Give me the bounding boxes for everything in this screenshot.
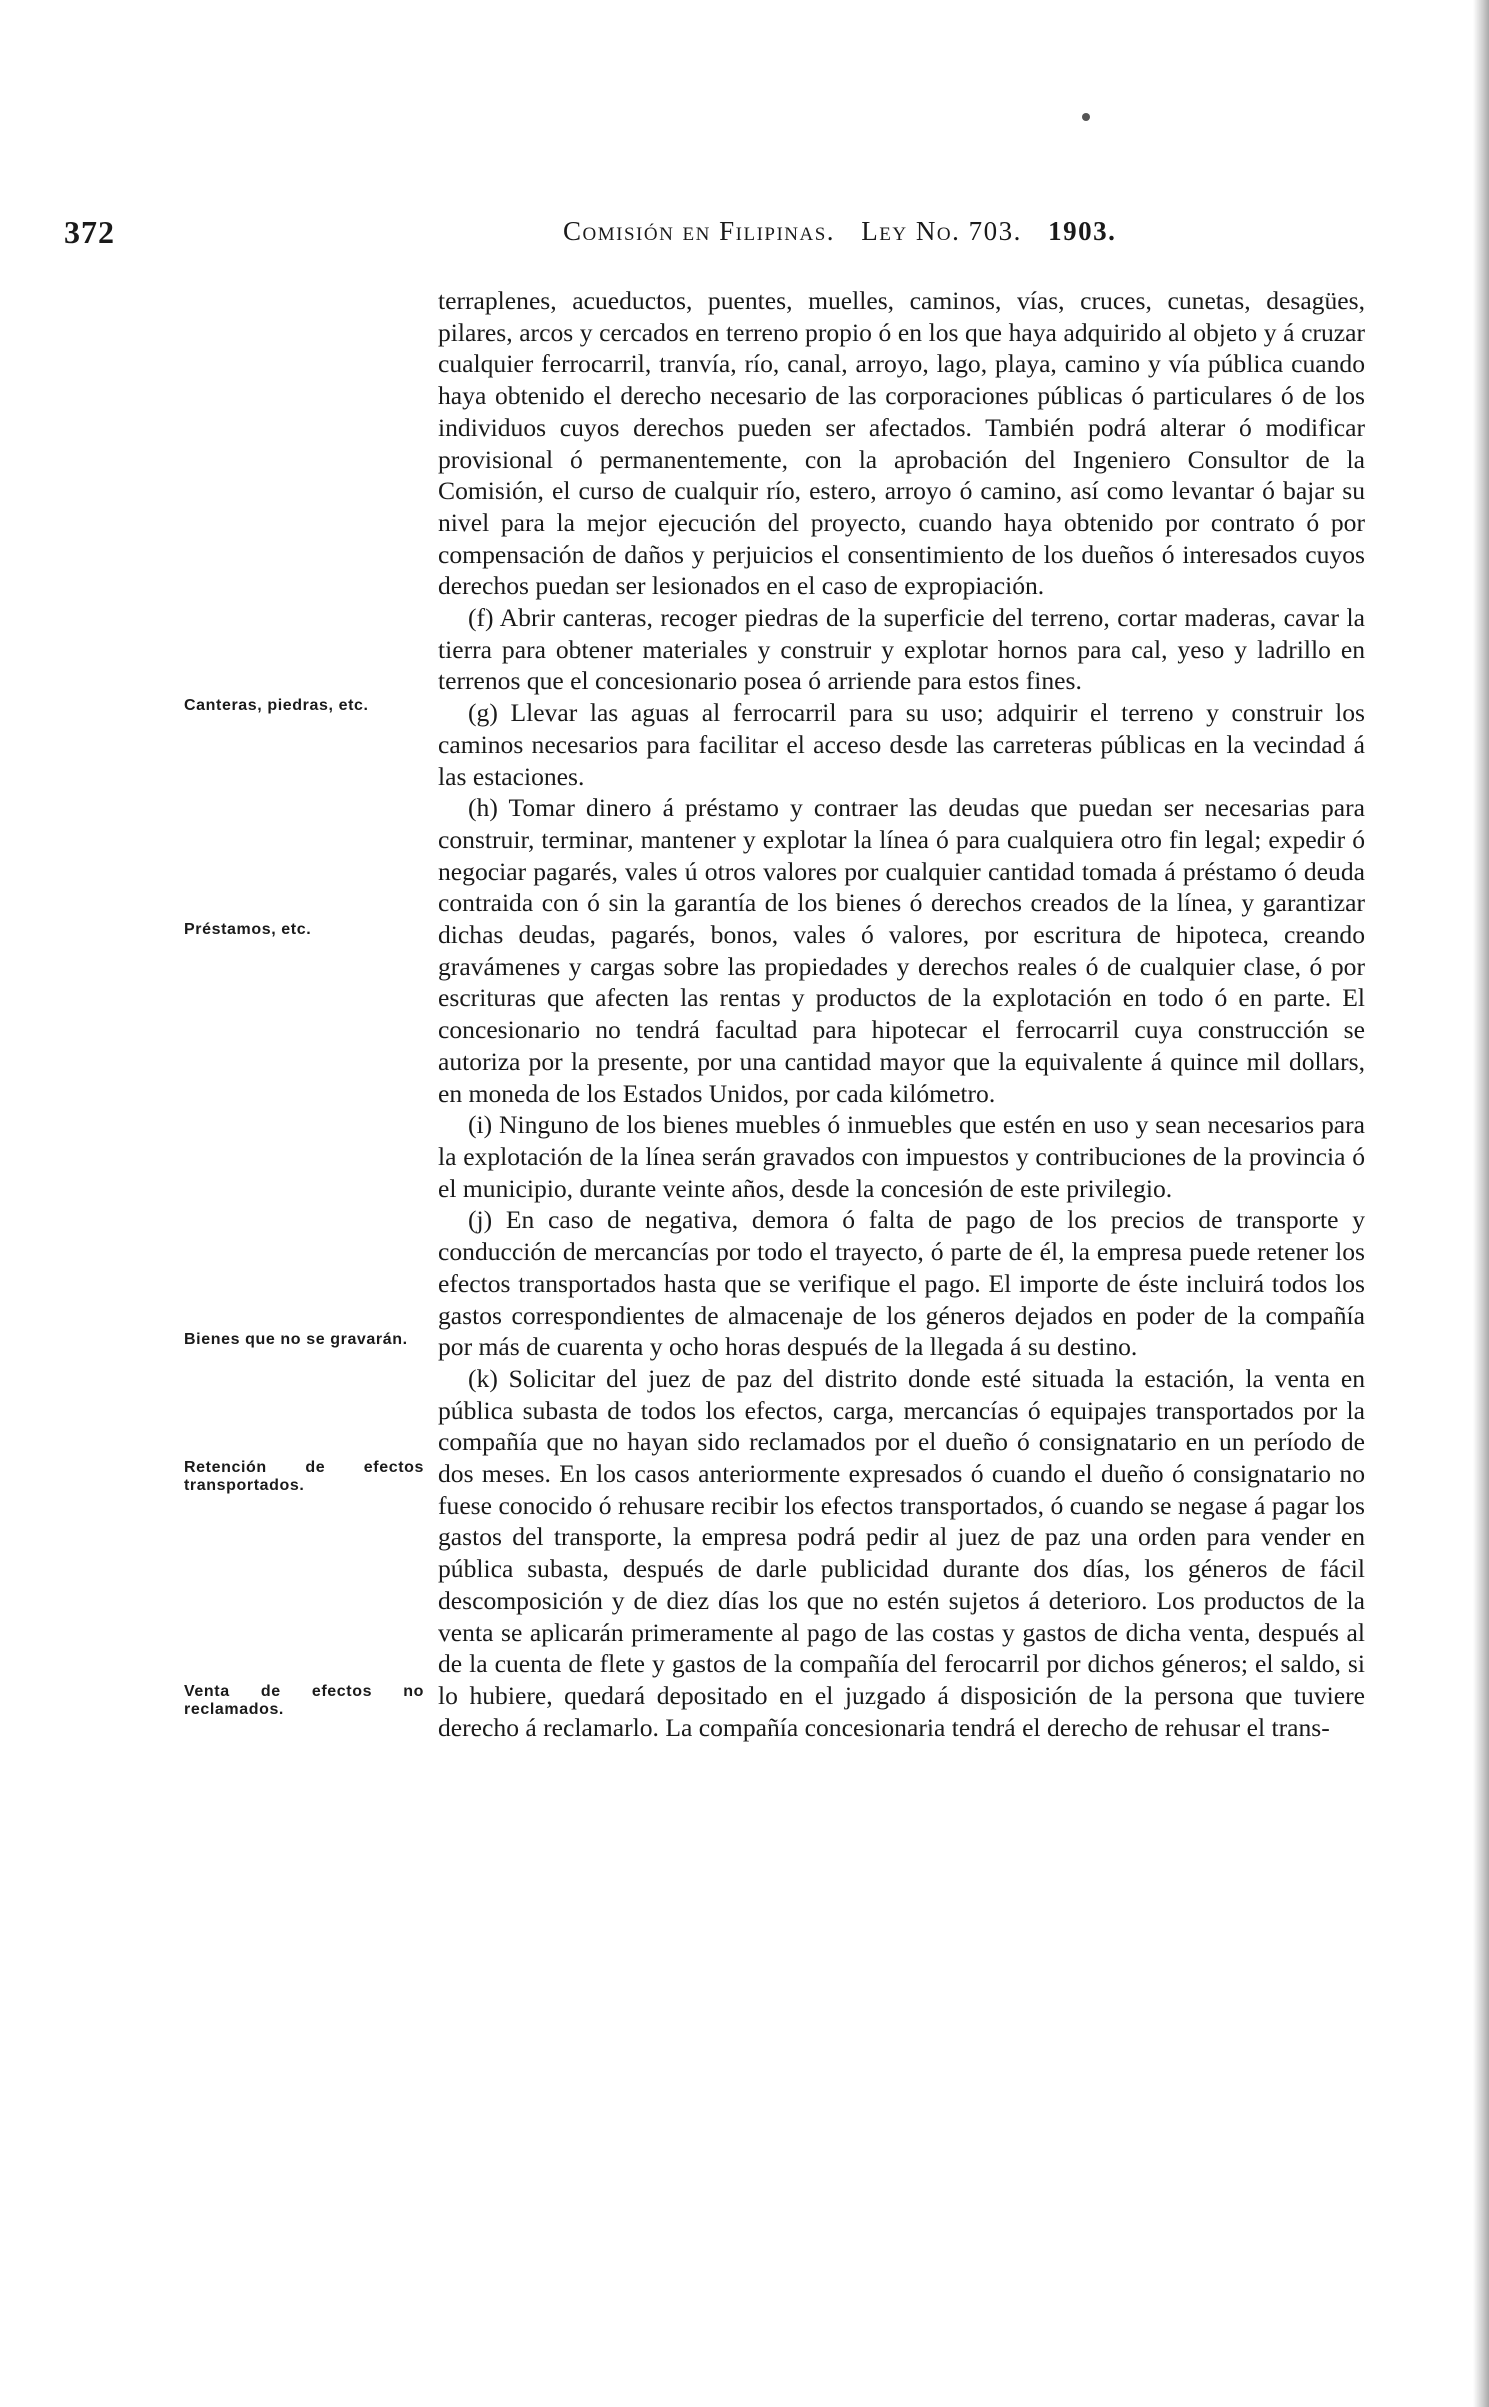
sidenote-retencion: Retención de efectos transportados. <box>184 1459 424 1494</box>
paragraph-continuation: terraplenes, acueductos, puentes, muelles, caminos, vías, cruces, cunetas, desagües, pilares, arcos y cercados en terreno propio ó en los que haya adquirido al objeto y á cruzar cualquier ferrocarril, tranvía, río, canal, arroyo, lago, playa, camino y vía pública cuando haya obtenido el derecho necesario de las corporaciones públicas ó particulares ó de los individuos cuyos derechos pueden ser afectados. También podrá alterar ó modificar provisional ó permanentemente, con la aprobación del Ingeniero Consultor de la Comisión, el curso de cualquir río, estero, arroyo ó camino, así como levantar ó bajar su nivel para la mejor ejecución del proyecto, cuando haya obtenido por contrato ó por compensación de daños y perjuicios el consentimiento de los dueños ó interesados cuyos derechos puedan ser lesionados en el caso de expropiación. <box>438 286 1365 601</box>
running-head-publication: Comisión en Filipinas. <box>563 216 836 246</box>
page-number: 372 <box>64 214 115 250</box>
paragraph-g: (g) Llevar las aguas al ferrocarril para su uso; adquirir el terreno y construir los caminos necesarios para facilitar el acceso desde las carreteras públicas en la vecindad á las estaciones. <box>438 698 1365 791</box>
running-head-year: 1903. <box>1048 216 1117 246</box>
body-text <box>438 285 1365 1743</box>
paragraph-h: (h) Tomar dinero á préstamo y contraer las deudas que puedan ser necesarias para construir, terminar, mantener y explotar la línea ó para cualquiera otro fin legal; expedir ó negociar pagarés, vales ú otros valores por cualquier cantidad tomada á préstamo ó deuda contraida con ó sin la garantía de los bienes ó derechos creados de la línea, y garantizar dichas deudas, pagarés, bonos, vales ó valores, por escritura de hipoteca, creando gravámenes y cargas sobre las propiedades y derechos reales ó de cualquier clase, ó por escrituras que afecten las rentas y productos de la explotación en todo ó en parte. El concesionario no tendrá facultad para hipotecar el ferrocarril cuya construcción se autoriza por la presente, por una cantidad mayor que la equivalente á quince mil dollars, en moneda de los Estados Unidos, por cada kilómetro. <box>438 793 1365 1108</box>
paragraph-f: (f) Abrir canteras, recoger piedras de la superficie del terreno, cortar maderas, cavar la tierra para obtener materiales y construir y explotar hornos para cal, yeso y ladrillo en terrenos que el concesionario posea ó arriende para estos fines. <box>438 603 1365 696</box>
sidenote-canteras: Canteras, piedras, etc. <box>184 697 369 714</box>
paragraph-k: (k) Solicitar del juez de paz del distrito donde esté situada la estación, la venta en pública subasta de todos los efectos, carga, mercancías ó equipajes transportados por la compañía que no hayan sido reclamados por el dueño ó consignatario en un período de dos meses. En los casos anteriormente expresados ó cuando el dueño ó consignatario no fuese conocido ó rehusare recibir los efectos transportados, ó cuando se negase á pagar los gastos del transporte, la empresa podrá pedir al juez de paz una orden para vender en pública subasta, después de darle publicidad durante dos días, los géneros de fácil descomposición y de diez días los que no estén sujetos á deterioro. Los productos de la venta se aplicarán primeramente al pago de las costas y gastos de dicha venta, después al de la cuenta de flete y gastos de la compañía del ferocarril por dichos géneros; el saldo, si lo hubiere, quedará depositado en el juzgado á disposición de la persona que tuviere derecho á reclamarlo. La compañía concesionaria tendrá el derecho de rehusar el trans- <box>438 1363 1365 1742</box>
sidenote-bienes: Bienes que no se gravarán. <box>184 1331 408 1348</box>
scan-page-edge <box>1473 0 1489 2407</box>
ink-speck <box>1082 113 1090 121</box>
sidenote-prestamos: Préstamos, etc. <box>184 921 312 938</box>
paragraph-j: (j) En caso de negativa, demora ó falta de pago de los precios de transporte y conducción de mercancías por todo el trayecto, ó parte de él, la empresa puede retener los efectos transportados hasta que se verifique el pago. El importe de éste incluirá todos los gastos correspondientes de almacenaje de los géneros dejados en poder de la compañía por más de cuarenta y ocho horas después de la llegada á su destino. <box>438 1205 1365 1362</box>
paragraph-i: (i) Ninguno de los bienes muebles ó inmuebles que estén en uso y sean necesarios para la explotación de la línea serán gravados con impuestos y contribuciones de la provincia ó el municipio, durante veinte años, desde la concesión de este privilegio. <box>438 1110 1365 1203</box>
sidenote-venta: Venta de efectos no reclamados. <box>184 1683 424 1718</box>
running-head <box>563 216 1116 247</box>
running-head-law: Ley No. 703. <box>861 216 1022 246</box>
